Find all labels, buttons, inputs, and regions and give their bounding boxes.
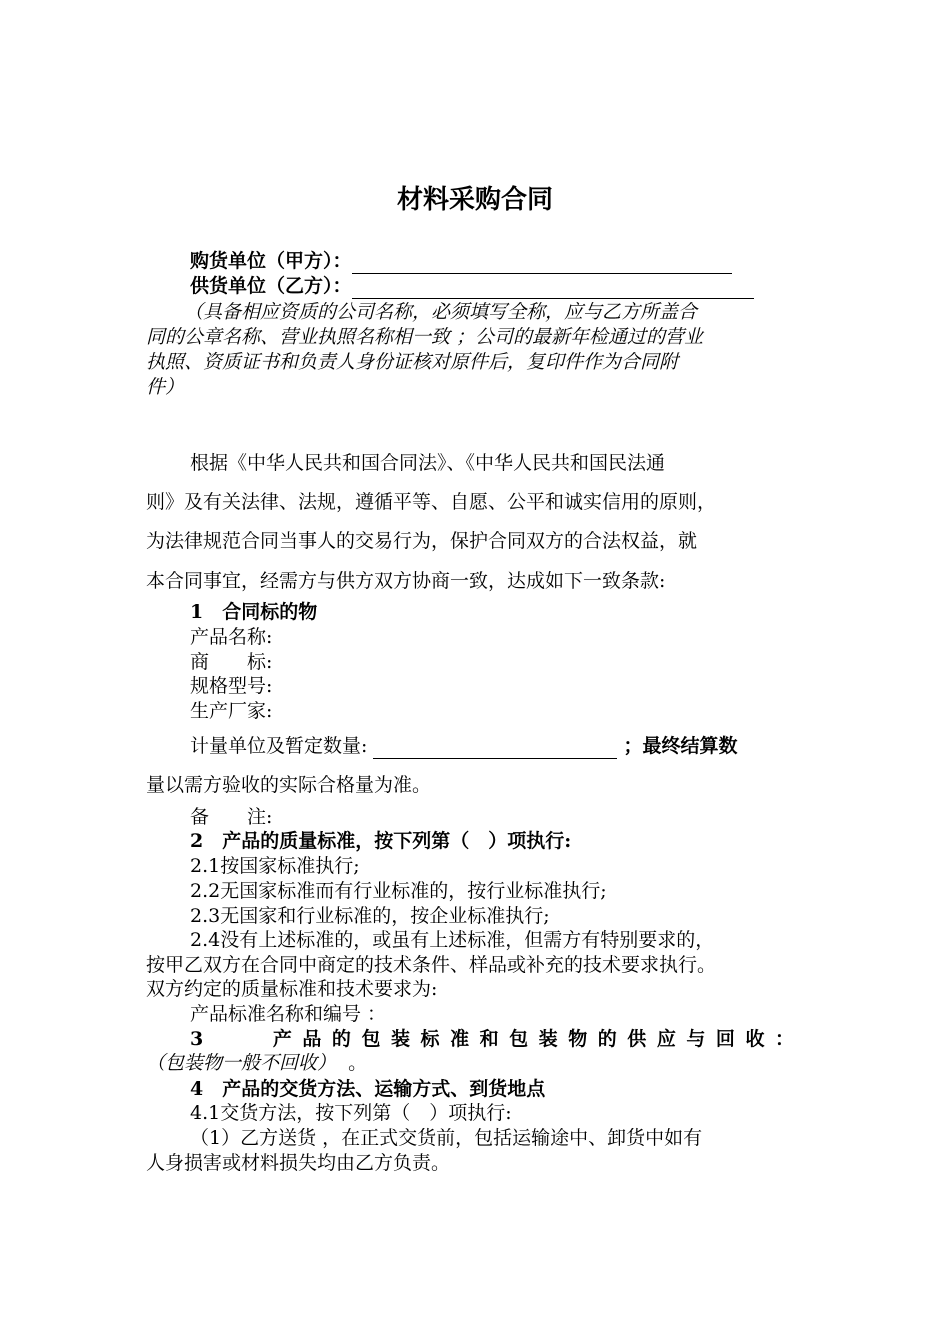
intro-line: 根据《中华人民共和国合同法》、《中华人民共和国民法通: [190, 452, 666, 474]
intro-line: 为法律规范合同当事人的交易行为，保护合同双方的合法权益，就: [146, 530, 698, 552]
buyer-blank[interactable]: [352, 253, 732, 274]
section4-heading: 4 产品的交货方法、运输方式、到货地点: [190, 1078, 546, 1100]
section2-item: 2.4没有上述标准的，或虽有上述标准，但需方有特别要求的，: [190, 929, 715, 951]
note-line: （具备相应资质的公司名称，必须填写全称，应与乙方所盖合: [184, 301, 698, 323]
section2-item: 2.1按国家标准执行;: [190, 855, 360, 877]
note-line: 件）: [146, 376, 185, 398]
section4-item: 人身损害或材料损失均由乙方负责。: [146, 1152, 451, 1174]
section1-item: 规格型号:: [190, 675, 273, 697]
supplier-blank[interactable]: [352, 278, 754, 299]
section3-heading: 3 产品的包装标准和包装物的供应与回收：: [190, 1028, 794, 1050]
quantity-line-2: 量以需方验收的实际合格量为准。: [146, 774, 432, 796]
section1-item: 商 标:: [190, 651, 273, 673]
section2-heading: 2 产品的质量标准，按下列第（ ）项执行:: [190, 830, 572, 852]
buyer-label: 购货单位（甲方）：: [190, 250, 352, 272]
section2-item: 产品标准名称和编号 ：: [190, 1003, 387, 1025]
intro-line: 则》及有关法律、法规，遵循平等、自愿、公平和诚实信用的原则，: [146, 491, 717, 513]
remark-line: 备 注:: [190, 806, 273, 828]
section1-heading: 1 合同标的物: [190, 601, 318, 623]
intro-line: 本合同事宜，经需方与供方双方协商一致，达成如下一致条款:: [146, 570, 666, 592]
quantity-blank[interactable]: [373, 738, 617, 759]
supplier-line: [190, 274, 850, 299]
section4-item: 4.1交货方法，按下列第（ ）项执行:: [190, 1102, 512, 1124]
section2-item: 双方约定的质量标准和技术要求为:: [146, 978, 438, 1000]
quantity-line: [190, 734, 850, 759]
supplier-label: 供货单位（乙方）：: [190, 275, 352, 297]
section2-item: 2.3无国家和行业标准的，按企业标准执行;: [190, 905, 550, 927]
section3-note-suffix: 。: [348, 1052, 368, 1074]
document-title: 材料采购合同: [396, 185, 553, 215]
quantity-suffix: ；最终结算数: [623, 735, 738, 757]
section1-item: 产品名称:: [190, 626, 273, 648]
quantity-label: 计量单位及暂定数量:: [190, 735, 368, 757]
section4-item: （1）乙方送货 ，在正式交货前，包括运输途中、卸货中如有: [190, 1127, 703, 1149]
section2-item: 按甲乙双方在合同中商定的技术条件、样品或补充的技术要求执行。: [146, 954, 717, 976]
note-line: 执照、资质证书和负责人身份证核对原件后，复印件作为合同附: [146, 351, 679, 373]
section3-note: （包装物一般不回收）: [146, 1052, 337, 1074]
section2-item: 2.2无国家标准而有行业标准的，按行业标准执行;: [190, 880, 607, 902]
buyer-line: [190, 249, 850, 274]
section1-item: 生产厂家:: [190, 700, 273, 722]
section3-note-line: [146, 1051, 806, 1076]
note-line: 同的公章名称、营业执照名称相一致 ；公司的最新年检通过的营业: [146, 326, 704, 348]
